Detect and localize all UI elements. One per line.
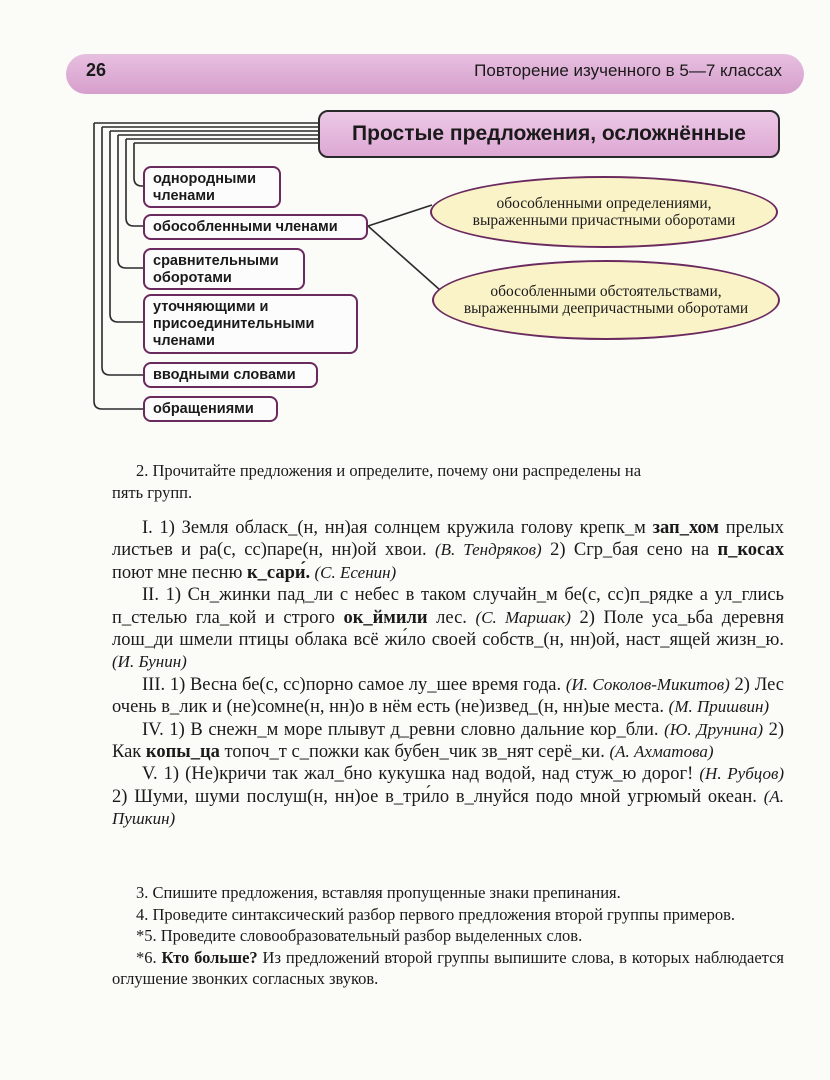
- page-number: 26: [86, 60, 107, 80]
- group-5-author-b: (А. Пушкин): [112, 786, 784, 829]
- group-1-text-c: 2) Сгр_бая сено на: [541, 540, 718, 561]
- group-2-text-a: II. 1) Сн_жинки пад_ли с небес в таком случайн_м бе(с, сс)п_рядке а ул_глись п_стелью гла_кой и строго: [112, 585, 784, 628]
- sub-branch-adverbial: обособленными обстоятельствами, выраженными деепричастными оборотами: [432, 260, 780, 340]
- group-5-author-a: (Н. Рубцов): [699, 764, 784, 784]
- group-3-text-b: 2) Лес очень в_лик и (не)сомне(н, нн)о в нём есть (не)извед_(н, нн)ые места.: [112, 674, 784, 718]
- group-2-text-c: 2) Поле уса_ьба деревня лош_ди шмели птицы облака всё жи́ло своей собств_(н, нн)ой, наст_ящей жизн_ю.: [112, 607, 784, 651]
- group-1-text-d: поют мне песню: [112, 562, 248, 583]
- group-3-text-a: III. 1) Весна бе(с, сс)порно самое лу_шее время года.: [142, 674, 566, 695]
- group-1-text-a: I. 1) Земля обласк_(н, нн)ая солнцем кружила голову крепк_м: [142, 518, 653, 538]
- group-4-text-a: IV. 1) В снежн_м море плывут д_ревни словно дальние кор_бли.: [142, 719, 665, 740]
- task-6: [112, 947, 784, 990]
- task-2-line-2: пять групп.: [112, 482, 193, 502]
- task-5: *5. Проведите словообразовательный разбор выделенных слов.: [136, 926, 583, 945]
- group-3-author-a: (И. Соколов-Микитов): [565, 674, 730, 694]
- task-6-bold: Кто больше?: [161, 947, 258, 967]
- group-1: [112, 517, 784, 584]
- group-1-author-b: (С. Есенин): [310, 562, 397, 582]
- branch-clarifying: уточняющими и присоединительными членами: [143, 294, 358, 354]
- group-1-bold-c: к_сари́.: [247, 562, 311, 583]
- task-2: [112, 460, 784, 503]
- group-1-bold-b: п_косах: [717, 540, 784, 561]
- group-4-author-a: (Ю. Друнина): [664, 719, 763, 739]
- group-3: [112, 674, 784, 719]
- diagram-title: Простые предложения, осложнённые: [318, 110, 780, 158]
- group-4: [112, 719, 784, 764]
- branch-separated: обособленными членами: [143, 214, 368, 240]
- group-4-text-c: топоч_т с_пожки как бубен_чик зв_нят серё_ки.: [219, 742, 610, 763]
- group-2-author-b: (И. Бунин): [112, 652, 187, 672]
- group-2-text-b: лес.: [427, 607, 476, 628]
- group-2-author-a: (С. Маршак): [475, 607, 571, 627]
- task-4: 4. Проведите синтаксический разбор первого предложения второй группы примеров.: [136, 904, 736, 924]
- branch-comparative: сравнительными оборотами: [143, 248, 305, 290]
- group-5-text-a: V. 1) (Не)кричи так жал_бно кукушка над водой, над стуж_ю дорог!: [142, 764, 700, 785]
- group-5: [112, 763, 784, 830]
- running-head: Повторение изученного в 5—7 классах: [474, 61, 782, 80]
- branch-addresses: обращениями: [143, 396, 278, 422]
- group-1-author-a: (В. Тендряков): [434, 540, 542, 560]
- group-4-author-b: (А. Ахматова): [609, 742, 714, 762]
- group-5-text-b: 2) Шуми, шуми послуш(н, нн)ое в_три́ло в_лнуйся подо мной угрюмый океан.: [112, 786, 764, 807]
- task-2-line-1: 2. Прочитайте предложения и определите, почему они распределены на: [136, 461, 642, 480]
- branch-introductory: вводными словами: [143, 362, 318, 388]
- group-2: [112, 584, 784, 674]
- tasks: [112, 882, 784, 990]
- group-2-bold-a: ок_ймили: [343, 607, 428, 628]
- group-4-bold-a: копы_ца: [145, 742, 220, 763]
- examples: [112, 517, 784, 831]
- group-3-author-b: (М. Пришвин): [668, 697, 770, 717]
- group-1-bold-a: зап_хом: [652, 518, 719, 538]
- task-6-text: Из предложений второй группы выпишите слова, в которых наблюдается оглушение звонких согласных звуков.: [112, 947, 784, 988]
- group-1-text-b: прелых листьев и ра(с, сс)паре(н, нн)ой хвои.: [112, 518, 784, 561]
- task-3: 3. Спишите предложения, вставляя пропущенные знаки препинания.: [136, 883, 621, 902]
- group-4-text-b: 2) Как: [112, 719, 784, 763]
- task-6-number: *6.: [136, 947, 162, 967]
- sub-branch-participial: обособленными определениями, выраженными причастными оборотами: [430, 176, 778, 248]
- branch-homogeneous: однородными членами: [143, 166, 281, 208]
